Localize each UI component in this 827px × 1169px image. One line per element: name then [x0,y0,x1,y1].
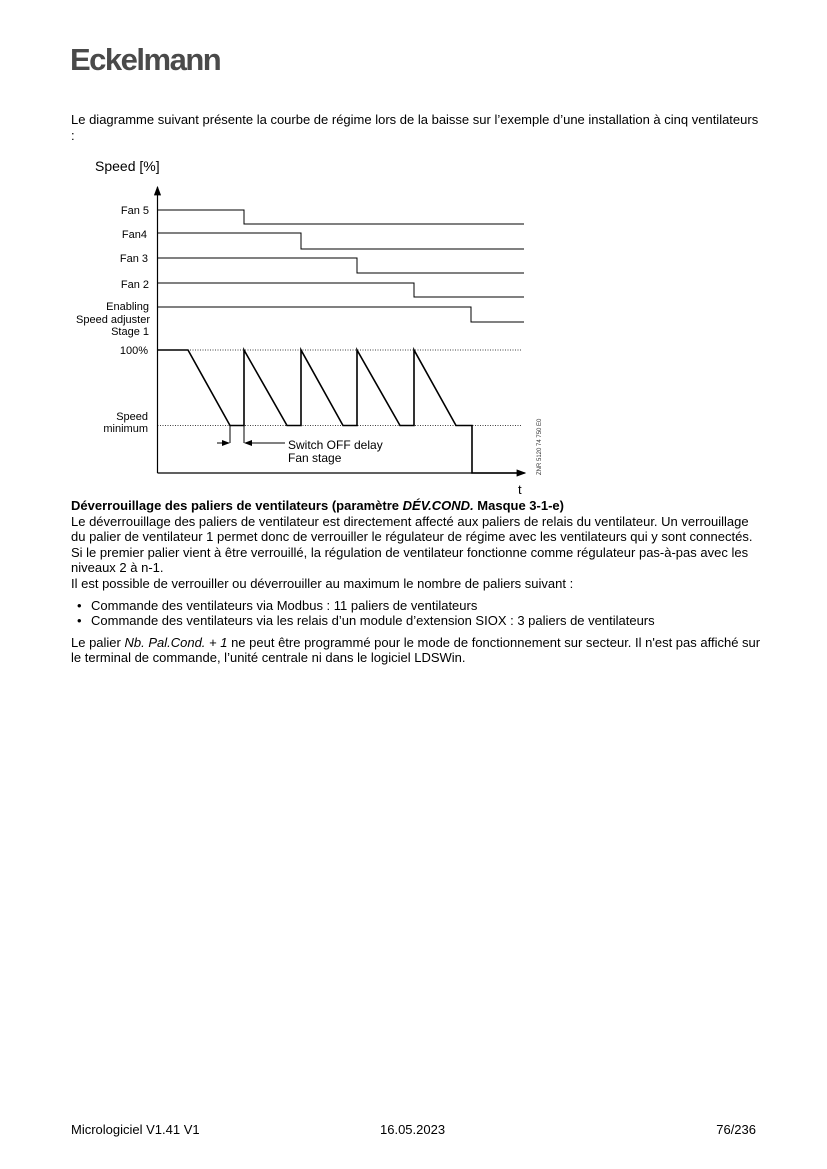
section [71,498,761,666]
x-axis-label: t [518,482,522,497]
footer-left: Micrologiciel V1.41 V1 [71,1122,200,1137]
speed-min-label: Speed [116,411,148,423]
footer-date: 16.05.2023 [380,1122,446,1137]
fan4-line [158,233,525,249]
fan3-line [158,258,525,273]
fan4-label: Fan4 [121,229,147,241]
list-item: • Commande des ventilateurs via les relais d’un module d’extension SIOX : 3 paliers de ventilateurs [71,613,761,629]
annotation-text: Switch OFF delay [288,438,383,452]
fan5-line [158,210,525,224]
fan-speed-diagram [0,0,827,500]
section-body2: Il est possible de verrouiller ou déverrouiller au maximum le nombre de paliers suivant : [71,575,574,591]
bullet-list [71,598,761,629]
enabling-label: Stage 1 [111,326,149,338]
annotation-text: Fan stage [288,451,342,465]
page-number: 76/236 [716,1122,756,1137]
speed-min-label: minimum [103,423,148,435]
drawing-code: ZNR 5120 74 750 E0 [537,418,543,475]
fan2-label: Fan 2 [120,279,149,291]
enabling-label: Speed adjuster [76,314,150,326]
section-body: Le déverrouillage des paliers de ventilateur est directement affecté aux paliers de relais du ventilateur. Un verrouillage du palier de ventilateur 1 permet donc de verrouiller le régulateur de régime avec les ventilateurs qui y sont connectés. Si le premier palier vient à être verrouillé, la régulation de ventilateur fonctionne comme régulateur pas-à-pas avec les niveaux 2 à n-1. [71,513,753,576]
intro-text: Le diagramme suivant présente la courbe de régime lors de la baisse sur l’exemple d’une installation à cinq ventilateurs : [71,112,759,143]
level-100-label: 100% [119,345,148,357]
section-final: Le palier Nb. Pal.Cond. + 1 ne peut être programmé pour le mode de fonctionnement sur secteur. Il n'est pas affiché sur le terminal de commande, l’unité centrale ni dans le logiciel LDSWin. [71,634,761,666]
enabling-line [158,307,525,322]
enabling-label: Enabling [106,301,149,313]
y-axis-label: Speed [%] [95,158,160,174]
section-title: Déverrouillage des paliers de ventilateurs (paramètre DÉV.COND. Masque 3-1-e) [71,498,564,513]
eckelmann-logo: Eckelmann [70,42,221,77]
fan2-line [158,283,525,297]
fan3-label: Fan 3 [119,253,148,265]
fan5-label: Fan 5 [120,205,149,217]
list-item: • Commande des ventilateurs via Modbus : 11 paliers de ventilateurs [71,598,761,614]
